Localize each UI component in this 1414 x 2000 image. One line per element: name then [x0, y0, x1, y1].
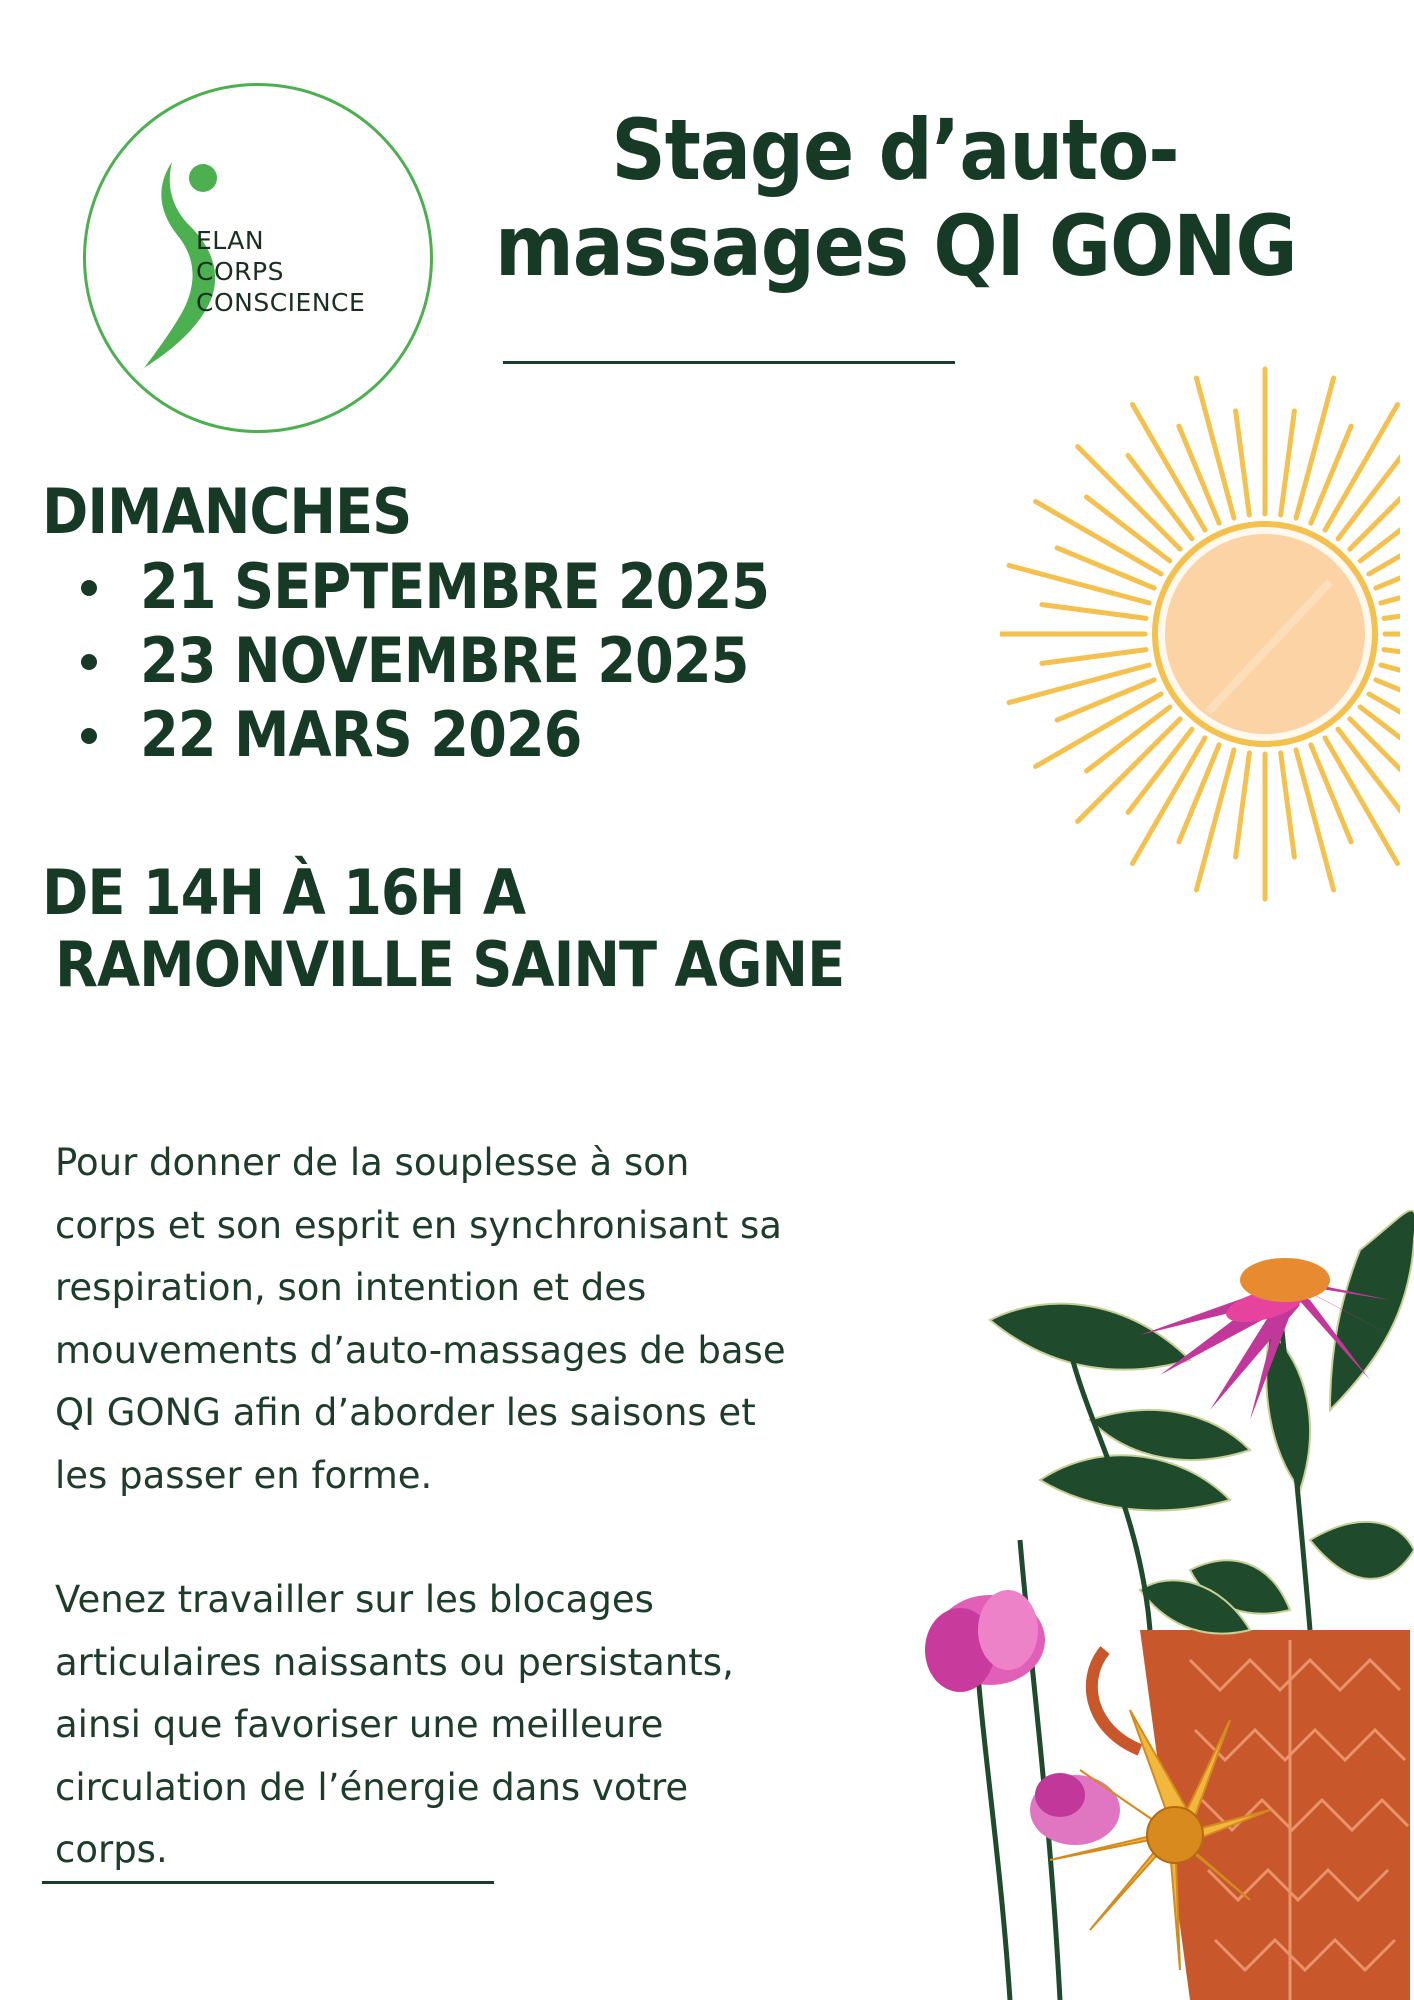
date-text: 23 NOVEMBRE 2025 [140, 624, 749, 697]
paragraph-line: articulaires naissants ou persistants, [55, 1640, 734, 1684]
place-line: RAMONVILLE SAINT AGNE [55, 928, 845, 1001]
sun-ray [1042, 605, 1146, 619]
sun-ray [1296, 378, 1334, 518]
date-item [75, 698, 769, 772]
sun-ray [1338, 455, 1400, 538]
sun-ray [1196, 750, 1234, 890]
paragraph-line: respiration, son intention et des [55, 1266, 647, 1309]
sun-ray [1281, 753, 1295, 857]
bullet-icon [81, 728, 97, 744]
sun-ray [1236, 753, 1250, 857]
sun-ray [1384, 605, 1400, 619]
date-item [75, 550, 769, 624]
sun-ray [1236, 411, 1250, 515]
paragraph-line: corps et son esprit en synchronisant sa [55, 1203, 782, 1247]
bullet-icon [81, 580, 97, 596]
bullet-icon [81, 654, 97, 670]
paragraph-line: Venez travailler sur les blocages [55, 1578, 654, 1621]
logo-text-corps: CORPS [196, 257, 284, 286]
date-item [75, 624, 769, 698]
sun-ray [1281, 411, 1295, 515]
title-line-2: massages QI GONG [495, 197, 1297, 295]
title-divider [503, 361, 955, 364]
time-line: DE 14H À 16H A [42, 856, 525, 929]
date-text: 21 SEPTEMBRE 2025 [140, 550, 770, 623]
sun-ray [1384, 650, 1400, 664]
days-heading: DIMANCHES [42, 475, 412, 548]
paragraph-line: corps. [55, 1828, 168, 1871]
page-title [495, 102, 1295, 294]
date-text: 22 MARS 2026 [140, 698, 582, 771]
small-pink-flower [1030, 1773, 1120, 1845]
logo-text-elan: ELAN [196, 226, 265, 255]
logo [83, 83, 433, 433]
paragraph-line: ainsi que favoriser une meilleure [55, 1703, 664, 1746]
potted-plant-flowers-icon [890, 1210, 1414, 2000]
date-list [75, 550, 769, 772]
sun-ray [1296, 750, 1334, 890]
paragraph-line: Pour donner de la souplesse à son [55, 1141, 690, 1184]
paragraph-line: les passer en forme. [55, 1453, 433, 1497]
logo-text-conscience: CONSCIENCE [196, 288, 366, 317]
sun-ray [1042, 650, 1146, 664]
description-paragraph-2 [55, 1569, 955, 1882]
paragraph-line: circulation de l’énergie dans votre [55, 1765, 689, 1809]
sun-ray [1009, 665, 1149, 703]
sun-ray [1009, 565, 1149, 603]
leaves [990, 1210, 1414, 1633]
sun-ray [1338, 729, 1400, 812]
bottom-divider [42, 1881, 494, 1884]
description-paragraph-1 [55, 1132, 955, 1507]
tulip-flower [925, 1590, 1045, 1692]
sun-icon [1000, 362, 1400, 902]
paragraph-line: QI GONG afin d’aborder les saisons et [55, 1391, 756, 1434]
paragraph-line: mouvements d’auto-massages de base [55, 1328, 786, 1372]
sun-ray [1196, 378, 1234, 518]
title-line-1: Stage d’auto- [611, 101, 1179, 199]
